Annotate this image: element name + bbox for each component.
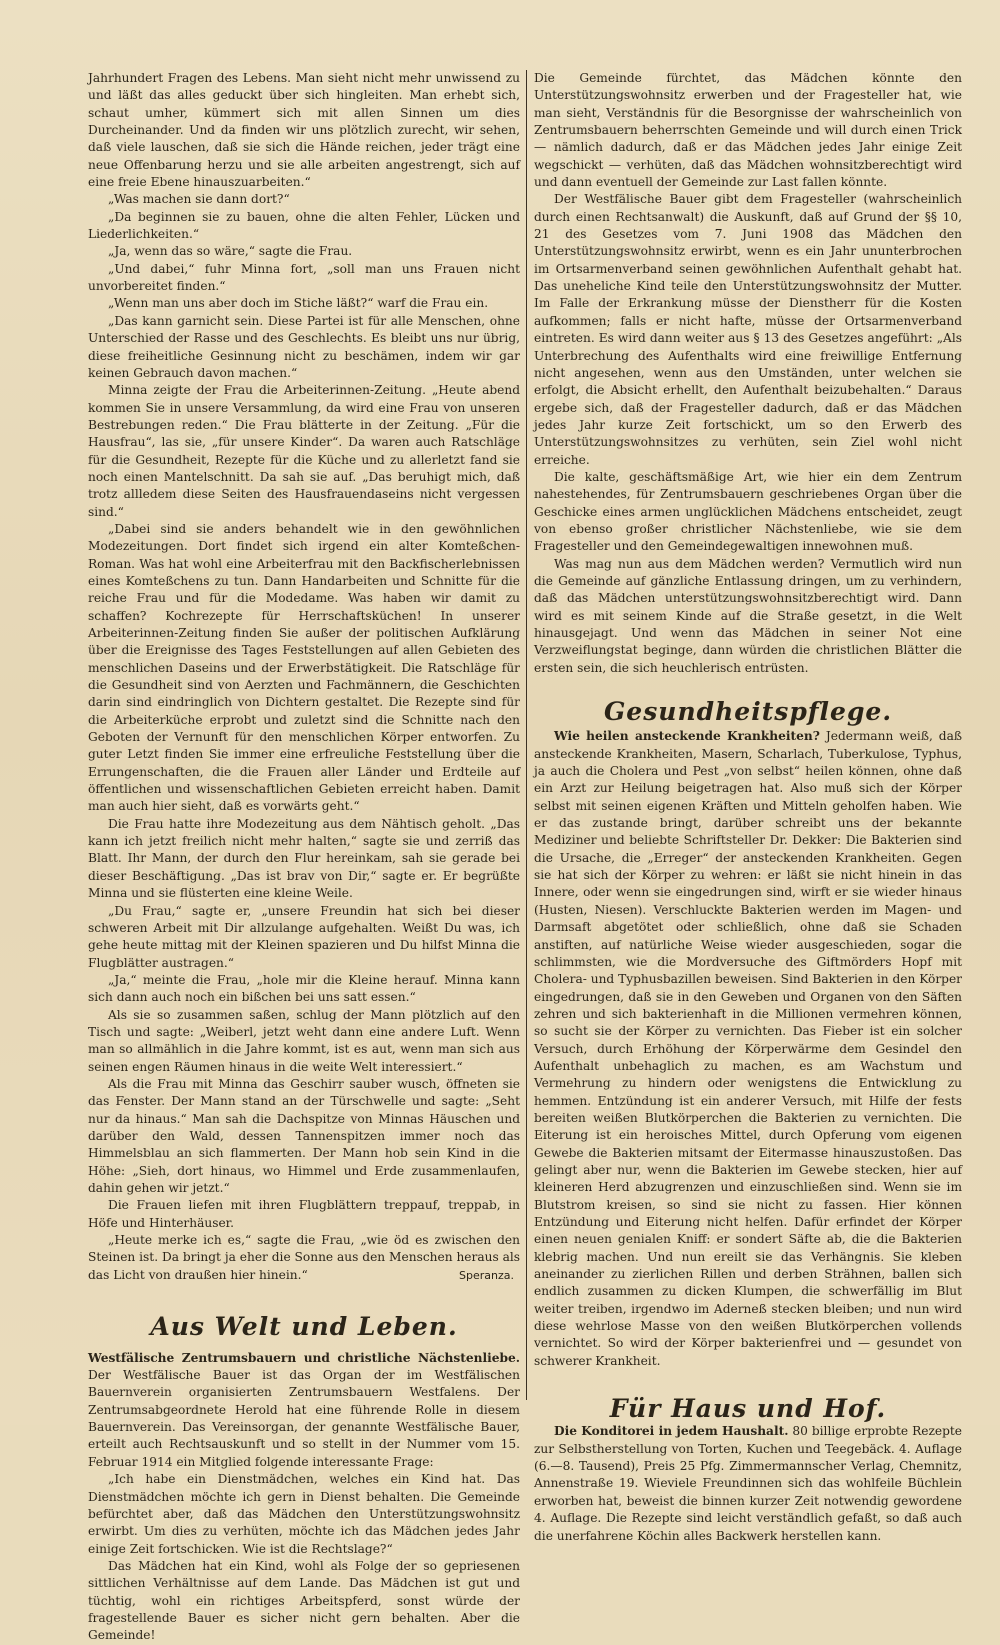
story-paragraph: „Wenn man uns aber doch im Stiche läßt?“ warf die Frau ein. <box>108 296 489 311</box>
story-paragraph: „Heute merke ich es,“ sagte die Frau, „wie öd es zwischen den Steinen ist. Da bringt ja eher die Sonne aus den Menschen heraus als das Licht von draußen hier hinein.“ <box>88 1233 520 1282</box>
house-title: Die Konditorei in jedem Haushalt. <box>554 1424 789 1439</box>
section-heading-gesundheit: Gesundheitspflege. <box>603 697 893 727</box>
story-paragraph: Als sie so zusammen saßen, schlug der Mann plötzlich auf den Tisch und sagte: „Weiberl, jetzt weht dann eine andere Luft. Wenn man so allmählich in die Jahre kommt, ist es aut, wenn man sich aus seinen engen Räumen hinaus in die weite Welt interessiert.“ <box>88 1007 520 1074</box>
article-paragraph: Die Gemeinde fürchtet, das Mädchen könnte den Unterstützungswohnsitz erwerben und der Fragesteller hat, wie man sieht, Verständnis für die Besorgnisse der wahrscheinlich von Zentrumsbauern beherrschten Gemeinde und will durch einen Trick — nämlich dadurch, daß er das Mädchen jedes Jahr einige Zeit wegschickt — verhüten, daß das Mädchen wohnsitzberechtigt wird und dann eventuell der Gemeinde zur Last fallen könnte. <box>534 71 962 190</box>
article-paragraph: Das Mädchen hat ein Kind, wohl als Folge der so gepriesenen sittlichen Verhältnisse auf dem Lande. Das Mädchen ist gut und tüchtig, wohl ein richtiges Arbeitspferd, sonst würde der fragestellende Bauer es sicher nicht gern behalten. Aber die Gemeinde! <box>88 1558 520 1643</box>
health-paragraph <box>534 728 962 1370</box>
right-column <box>534 70 962 1545</box>
article-paragraph <box>88 1350 520 1471</box>
story-paragraph: Minna zeigte der Frau die Arbeiterinnen-Zeitung. „Heute abend kommen Sie in unsere Versammlung, da wird eine Frau von unseren Bestrebungen reden.“ Die Frau blätterte in der Zeitung. „Für die Hausfrau“, las sie, „für unsere Kinder“. Da waren auch Ratschläge für die Gesundheit, Rezepte für die Küche und zu allerletzt fand sie noch einen Mantelschnitt. Da sah sie auf. „Das beruhigt mich, daß trotz allledem diese Seiten des Hausfrauendaseins nicht vergessen sind.“ <box>88 383 520 519</box>
story-paragraph: „Ja, wenn das so wäre,“ sagte die Frau. <box>108 244 353 259</box>
story-paragraph: „Was machen sie dann dort?“ <box>108 192 290 207</box>
health-text: Jedermann weiß, daß ansteckende Krankheiten, Masern, Scharlach, Tuberkulose, Typhus, ja auch die Cholera und Pest „von selbst“ heilen können, ohne daß ein Arzt zur Heilung beigetragen hat. Also muß sich der Körper selbst mit seinen eigenen Kräften und Mitteln geholfen haben. Wie er das zustande bringt, darüber schreibt uns der bekannte Mediziner und beliebte Schriftsteller Dr. Dekker: Die Bakterien sind die Ursache, die „Erreger“ der ansteckenden Krankheiten. Gegen sie hat sich der Körper zu wehren: er läßt sie nicht hinein in das Innere, oder wenn sie eingedrungen sind, wirft er sie wieder hinaus (Husten, Niesen). Verschluckte Bakterien werden im Magen- und Darmsaft abgetötet oder schließlich, ohne daß sie Schaden anstiften, auf natürliche Weise wieder ausgeschieden, sogar die schlimmsten, wie die Mordversuche des Giftmörders Hopf mit Cholera- und Typhusbazillen beweisen. Sind Bakterien in den Körper eingedrungen, daß sie in den Geweben und Organen von den Säften zehren und sich bakterienhaft in die Millionen vermehren können, so sucht sie der Körper zu vernichten. Das Fieber ist ein solcher Versuch, durch Erhöhung der Körperwärme dem Gesindel den Aufenthalt unbehaglich zu machen, es am Wachstum und Vermehrung zu hindern oder wenigstens die Entwicklung zu hemmen. Entzündung ist ein anderer Versuch, mit Hilfe der fests bereiten weißen Blutkörperchen die Bakterien zu vernichten. Die Eiterung ist ein heroisches Mittel, durch Opferung vom eigenen Gewebe die Bakterien mitsamt der Eitermasse hinauszustoßen. Das gelingt aber nur, wenn die Bakterien im Gewebe stecken, hier auf kleineren Herd abzugrenzen und einzuschließen sind. Wenn sie im Blutstrom kreisen, so sind sie nicht zu fassen. Hier können Entzündung und Eiterung nicht helfen. Dafür erfindet der Körper einen neuen genialen Kniff: er sondert Säfte ab, die die Bakterien klebrig machen. Und nun ereilt sie das Verhängnis. Sie kleben aneinander zu zierlichen Rillen und derben Strähnen, ballen sich endlich zusammen zu dicken Klumpen, die schwerfällig im Blut weiter treiben, irgendwo im Aderneß stecken bleiben; und nun wird diese wehrlose Masse von den weißen Blutkörperchen vollends vernichtet. So wird der Körper bakterienfrei und — gesundet von schwerer Krankheit. <box>534 729 962 1368</box>
article-title: Westfälische Zentrumsbauern und christliche Nächstenliebe. <box>88 1350 520 1365</box>
story-paragraph: Als die Frau mit Minna das Geschirr sauber wusch, öffneten sie das Fenster. Der Mann stand an der Türschwelle und sagte: „Seht nur da hinaus.“ Man sah die Dachspitze von Minnas Häuschen und darüber den Wald, dessen Tannenspitzen immer noch das Himmelsblau an sich flammerten. Der Mann hob sein Kind in die Höhe: „Sieh, dort hinaus, wo Himmel und Erde zusammenlaufen, dahin gehen wir jetzt.“ <box>88 1076 520 1195</box>
house-text: 80 billige erprobte Rezepte zur Selbstherstellung von Torten, Kuchen und Teegebäck. 4. Auflage (6.—8. Tausend), Preis 25 Pfg. Zimmermannscher Verlag, Chemnitz, Annenstraße 19. Wieviele Freundinnen sich das wohlfeile Büchlein erworben hat, beweist die binnen kurzer Zeit notwendig gewordene 4. Auflage. Die Rezepte sind leicht verständlich gefaßt, so daß auch die unerfahrene Köchin alles Backwerk herstellen kann. <box>534 1424 962 1543</box>
health-title: Wie heilen ansteckende Krankheiten? <box>554 729 820 744</box>
story-paragraph: Jahrhundert Fragen des Lebens. Man sieht nicht mehr unwissend zu und läßt das alles geduckt über sich hingleiten. Man erhebt sich, schaut umher, kümmert sich mit allen Sinnen um dies Durcheinander. Und da finden wir uns plötzlich zurecht, wir sehen, daß viele lauschen, daß sie sich die Hände reichen, jeder trägt eine neue Offenbarung herzu und sie alle arbeiten angestrengt, sich auf eine freie Ebene hinauszuarbeiten.“ <box>88 71 520 190</box>
story-paragraph: „Da beginnen sie zu bauen, ohne die alten Fehler, Lücken und Liederlichkeiten.“ <box>88 209 520 242</box>
column-divider <box>526 70 527 1400</box>
article-paragraph: Die kalte, geschäftsmäßige Art, wie hier ein dem Zentrum nahestehendes, für Zentrumsbauern geschriebenes Organ über die Geschicke eines armen unglücklichen Mädchens entscheidet, zeugt von ebenso großer christlicher Nächstenliebe, wie sie dem Fragesteller und den Gemeindegewaltigen innewohnen muß. <box>534 469 962 554</box>
section-heading-haus-hof: Für Haus und Hof. <box>609 1394 887 1424</box>
article-paragraph: „Ich habe ein Dienstmädchen, welches ein Kind hat. Das Dienstmädchen möchte ich gern in Dienst behalten. Die Gemeinde befürchtet aber, daß das Mädchen den Unterstützungswohnsitz erwirbt. Um dies zu verhüten, möchte ich das Mädchen jedes Jahr einige Zeit fortschicken. Wie ist die Rechtslage?“ <box>88 1472 520 1556</box>
house-paragraph <box>534 1423 962 1544</box>
section-heading-welt-leben: Aus Welt und Leben. <box>150 1312 458 1342</box>
article-paragraph: Der Westfälische Bauer gibt dem Fragesteller (wahrscheinlich durch einen Rechtsanwalt) die Auskunft, daß auf Grund der §§ 10, 21 des Gesetzes vom 7. Juni 1908 das Mädchen den Unterstützungswohnsitz erwirbt, wenn es ein Jahr ununterbrochen im Ortsarmenverband seinen gewöhnlichen Aufenthalt gehabt hat. Das uneheliche Kind teile den Unterstützungswohnsitz der Mutter. Im Falle der Erkrankung müsse der Dienstherr für die Kosten aufkommen; falls er nicht hafte, müsse der Ortsarmenverband eintreten. Es wird dann weiter aus § 13 des Gesetzes angeführt: „Als Unterbrechung des Aufenthalts wird eine freiwillige Entfernung nicht angesehen, wenn aus den Umständen, unter welchen sie erfolgt, die Absicht erhellt, den Aufenthalt beizubehalten.“ Daraus ergebe sich, daß der Fragesteller dadurch, daß er das Mädchen jedes Jahr kurze Zeit fortschickt, um so den Erwerb des Unterstützungswohnsitzes zu verhüten, sein Ziel wohl nicht erreiche. <box>534 192 962 467</box>
story-paragraph: Die Frau hatte ihre Modezeitung aus dem Nähtisch geholt. „Das kann ich jetzt freilich nicht mehr halten,“ sagte sie und zerriß das Blatt. Ihr Mann, der durch den Flur hereinkam, sah sie gerade bei dieser Beschäftigung. „Das ist brav von Dir,“ sagte er. Er begrüßte Minna und sie flüsterten eine kleine Weile. <box>88 816 520 901</box>
story-paragraph: „Du Frau,“ sagte er, „unsere Freundin hat sich bei dieser schweren Arbeit mit Dir allzulange aufgehalten. Weißt Du was, ich gehe heute mittag mit der Kleinen spazieren und Du hilfst Minna die Flugblätter austragen.“ <box>88 903 520 970</box>
article-paragraph: Was mag nun aus dem Mädchen werden? Vermutlich wird nun die Gemeinde auf gänzliche Entlassung dringen, um zu verhindern, daß das Mädchen unterstützungswohnsitzberechtigt wird. Dann wird es mit seinem Kinde auf die Straße gesetzt, in die Welt hinausgejagt. Und wenn das Mädchen in seiner Not eine Verzweiflungstat beginge, dann würden die christlichen Blätter die ersten sein, die sich heuchlerisch entrüsten. <box>534 556 962 675</box>
story-paragraph: „Dabei sind sie anders behandelt wie in den gewöhnlichen Modezeitungen. Dort findet sich irgend ein alter Komteßchen-Roman. Was hat wohl eine Arbeiterfrau mit den Backfischerlebnissen eines Komteßchens zu tun. Dann Handarbeiten und Schnitte für die reiche Frau und für die Modedame. Was haben wir damit zu schaffen? Kochrezepte für Herrschaftsküchen! In unserer Arbeiterinnen-Zeitung finden Sie außer der politischen Aufklärung über die Ereignisse des Tages Feststellungen auf allen Gebieten des menschlichen Daseins und der Erwerbstätigkeit. Die Ratschläge für die Gesundheit sind von Aerzten und Fachmännern, die Geschichten darin sind eindringlich von Dichtern gestaltet. Die Rezepte sind für die Arbeiterküche erprobt und zuletzt sind die Schnitte nach den Geboten der Vernunft für den menschlichen Körper entworfen. Zu guter Letzt finden Sie immer eine erfreuliche Feststellung über die Errungenschaften, die die Frauen aller Länder und Erdteile auf öffentlichen und wissenschaftlichen Gebieten erreicht haben. Damit man auch hier sieht, daß es vorwärts geht.“ <box>88 521 520 814</box>
story-paragraph: „Und dabei,“ fuhr Minna fort, „soll man uns Frauen nicht unvorbereitet finden.“ <box>88 261 520 294</box>
left-column <box>88 70 520 1645</box>
story-paragraph: „Das kann garnicht sein. Diese Partei ist für alle Menschen, ohne Unterschied der Rasse und des Geschlechts. Es bleibt uns nur übrig, diese freiheitliche Gesinnung nicht zu beschämen, indem wir gar keinen Gebrauch davon machen.“ <box>88 313 520 380</box>
article-text: Der Westfälische Bauer ist das Organ der im Westfälischen Bauernverein organisierten Zentrumsbauern Westfalens. Der Zentrumsabgeordnete Herold hat eine führende Rolle in diesem Bauernverein. Das Vereinsorgan, der genannte Westfälische Bauer, erteilt auch Rechtsauskunft und so stellt in der Nummer vom 15. Februar 1914 ein Mitglied folgende interessante Frage: <box>88 1368 520 1469</box>
story-paragraph: „Ja,“ meinte die Frau, „hole mir die Kleine herauf. Minna kann sich dann auch noch ein bißchen bei uns satt essen.“ <box>88 972 520 1005</box>
story-paragraph: Die Frauen liefen mit ihren Flugblättern treppauf, treppab, in Höfe und Hinterhäuser. <box>88 1198 520 1230</box>
author-signature: Speranza. <box>459 1269 514 1283</box>
